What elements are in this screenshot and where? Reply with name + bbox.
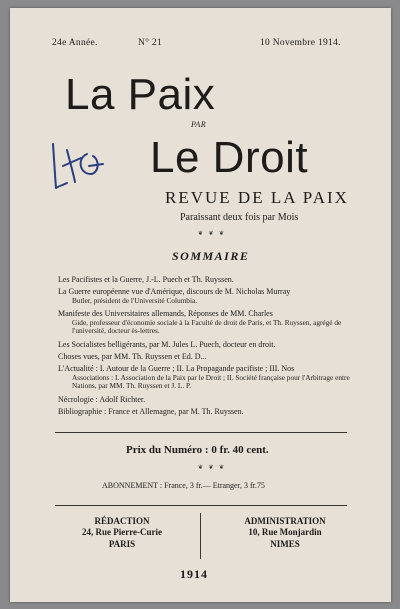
title-la-paix: La Paix xyxy=(65,70,216,119)
price: Prix du Numéro : 0 fr. 40 cent. xyxy=(126,444,269,456)
redaction-city: PARIS xyxy=(108,538,136,549)
administration-label: ADMINISTRATION xyxy=(244,516,326,526)
address-divider xyxy=(200,513,201,559)
divider xyxy=(55,505,347,506)
title-par: PAR xyxy=(191,120,207,129)
toc-item-text: Nécrologie : Adolf Richter. xyxy=(58,395,146,404)
toc-item xyxy=(58,396,370,405)
redaction-address: 24, Rue Pierre-Curie xyxy=(81,527,163,538)
toc-item-sub: Associations : I. Association de la Paix par le Droit ; II. Société française pour l'Arbitrage entre Nations, par MM. Th. Ruyssen et J. L. P. xyxy=(72,372,350,390)
handwritten-annotation xyxy=(45,136,115,198)
toc-item xyxy=(58,276,370,285)
toc-item xyxy=(58,310,370,335)
document-page xyxy=(10,8,391,602)
title-le-droit: Le Droit xyxy=(150,133,309,182)
toc-item xyxy=(58,408,370,417)
toc-item-text: Les Pacifistes et la Guerre, J.-L. Puech et Th. Ruyssen. xyxy=(58,275,234,284)
ornament-dots: ❦ ❦ ❦ xyxy=(198,231,227,237)
divider xyxy=(55,432,347,433)
toc-item xyxy=(58,341,370,350)
toc-item-text: Bibliographie : France et Allemagne, par M. Th. Ruyssen. xyxy=(58,407,244,416)
toc-item-sub: Butler, président de l'Université Columbia. xyxy=(72,295,198,305)
publication-year: 1914 xyxy=(180,567,208,581)
issue-number: N° 21 xyxy=(138,38,163,48)
sommaire-heading: SOMMAIRE xyxy=(172,249,250,263)
toc-item-text: Les Socialistes belligérants, par M. Jules L. Puech, docteur en droit. xyxy=(58,340,276,349)
redaction-label: RÉDACTION xyxy=(94,516,150,526)
subscription: ABONNEMENT : France, 3 fr.— Etranger, 3 fr.75 xyxy=(102,481,265,490)
toc-item xyxy=(58,288,370,305)
toc-item-text: Manifeste des Universitaires allemands, Réponses de MM. Charles xyxy=(58,309,273,318)
toc-item xyxy=(58,353,370,362)
subtitle: REVUE DE LA PAIX xyxy=(165,188,349,207)
toc-item xyxy=(58,365,370,390)
toc-item-sub: Gide, professeur d'économie sociale à la Faculté de droit de Paris, et Th. Ruyssen, agrégé de l'université, docteur ès-lettres. xyxy=(72,317,342,335)
toc-item-text: L'Actualité : I. Autour de la Guerre ; II. La Propagande pacifiste ; III. Nos xyxy=(58,364,295,373)
toc-item-text: Choses vues, par MM. Th. Ruyssen et Ed. D... xyxy=(58,352,207,361)
administration-block xyxy=(220,516,350,550)
issue-year: 24e Année. xyxy=(52,38,98,48)
ornament-dots: ❦ ❦ ❦ xyxy=(198,465,227,471)
toc-item-text: La Guerre européenne vue d'Amérique, discours de M. Nicholas Murray xyxy=(58,287,291,296)
issue-date: 10 Novembre 1914. xyxy=(260,38,341,48)
administration-address: 10, Rue Monjardin xyxy=(248,527,322,538)
administration-city: NIMES xyxy=(270,538,300,549)
redaction-block xyxy=(62,516,182,550)
frequency-line: Paraissant deux fois par Mois xyxy=(180,212,299,223)
